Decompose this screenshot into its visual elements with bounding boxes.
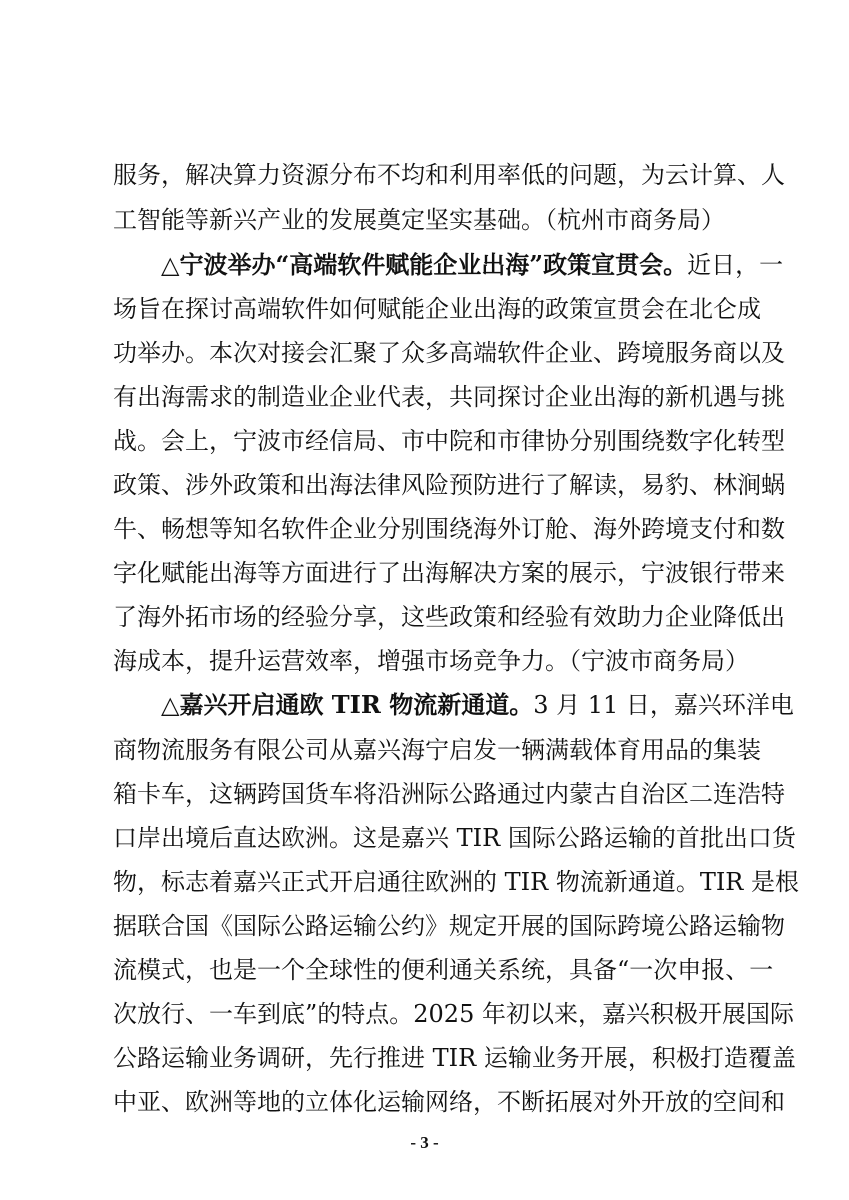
paragraph-2-line: 了海外拓市场的经验分享，这些政策和经验有效助力企业降低出 [113, 603, 785, 631]
paragraph-2-line: 有出海需求的制造业企业代表，共同探讨企业出海的新机遇与挑 [113, 383, 785, 411]
paragraph-3-line: 箱卡车，这辆跨国货车将沿洲际公路通过内蒙古自治区二连浩特 [113, 780, 785, 808]
paragraph-3-line: 流模式，也是一个全球性的便利通关系统，具备“一次申报、一 [113, 956, 774, 984]
paragraph-3-line: 公路运输业务调研，先行推进 TIR 运输业务开展，积极打造覆盖 [113, 1044, 796, 1072]
paragraph-1-line-2: 工智能等新兴产业的发展奠定坚实基础。（杭州市商务局） [113, 206, 725, 234]
paragraph-3-line: 中亚、欧洲等地的立体化运输网络，不断拓展对外开放的空间和 [113, 1088, 785, 1116]
paragraph-2-heading: △宁波举办“高端软件赋能企业出海”政策宣贯会。 [161, 250, 688, 279]
paragraph-3-first-rest: 3 月 11 日，嘉兴环洋电 [533, 691, 794, 719]
paragraph-2-line: 场旨在探讨高端软件如何赋能企业出海的政策宣贯会在北仑成 [113, 295, 761, 323]
paragraph-3-line: 物，标志着嘉兴正式开启通往欧洲的 TIR 物流新通道。TIR 是根 [113, 868, 800, 896]
paragraph-2-line: 功举办。本次对接会汇聚了众多高端软件企业、跨境服务商以及 [113, 339, 785, 367]
paragraph-2-line: 战。会上，宁波市经信局、市中院和市律协分别围绕数字化转型 [113, 427, 785, 455]
paragraph-2-line: 海成本，提升运营效率，增强市场竞争力。（宁波市商务局） [113, 647, 749, 675]
paragraph-2-line: 字化赋能出海等方面进行了出海解决方案的展示，宁波银行带来 [113, 559, 785, 587]
paragraph-3-line-1 [161, 686, 794, 724]
paragraph-3-line: 据联合国《国际公路运输公约》规定开展的国际跨境公路运输物 [113, 912, 785, 940]
paragraph-2-first-rest: 近日，一 [687, 251, 784, 279]
paragraph-3-line: 商物流服务有限公司从嘉兴海宁启发一辆满载体育用品的集装 [113, 736, 761, 764]
paragraph-1-line-1: 服务，解决算力资源分布不均和利用率低的问题，为云计算、人 [113, 161, 785, 189]
paragraph-3-heading: △嘉兴开启通欧 TIR 物流新通道。 [161, 690, 534, 719]
paragraph-3-line: 口岸出境后直达欧洲。这是嘉兴 TIR 国际公路运输的首批出口货 [113, 824, 796, 852]
paragraph-2-line: 政策、涉外政策和出海法律风险预防进行了解读，易豹、林涧蜗 [113, 471, 785, 499]
page-number: - 3 - [410, 1133, 439, 1152]
paragraph-3-line: 次放行、一车到底”的特点。2025 年初以来，嘉兴积极开展国际 [113, 1000, 794, 1028]
paragraph-2-line: 牛、畅想等知名软件企业分别围绕海外订舱、海外跨境支付和数 [113, 515, 785, 543]
paragraph-2-line-1 [161, 246, 784, 284]
